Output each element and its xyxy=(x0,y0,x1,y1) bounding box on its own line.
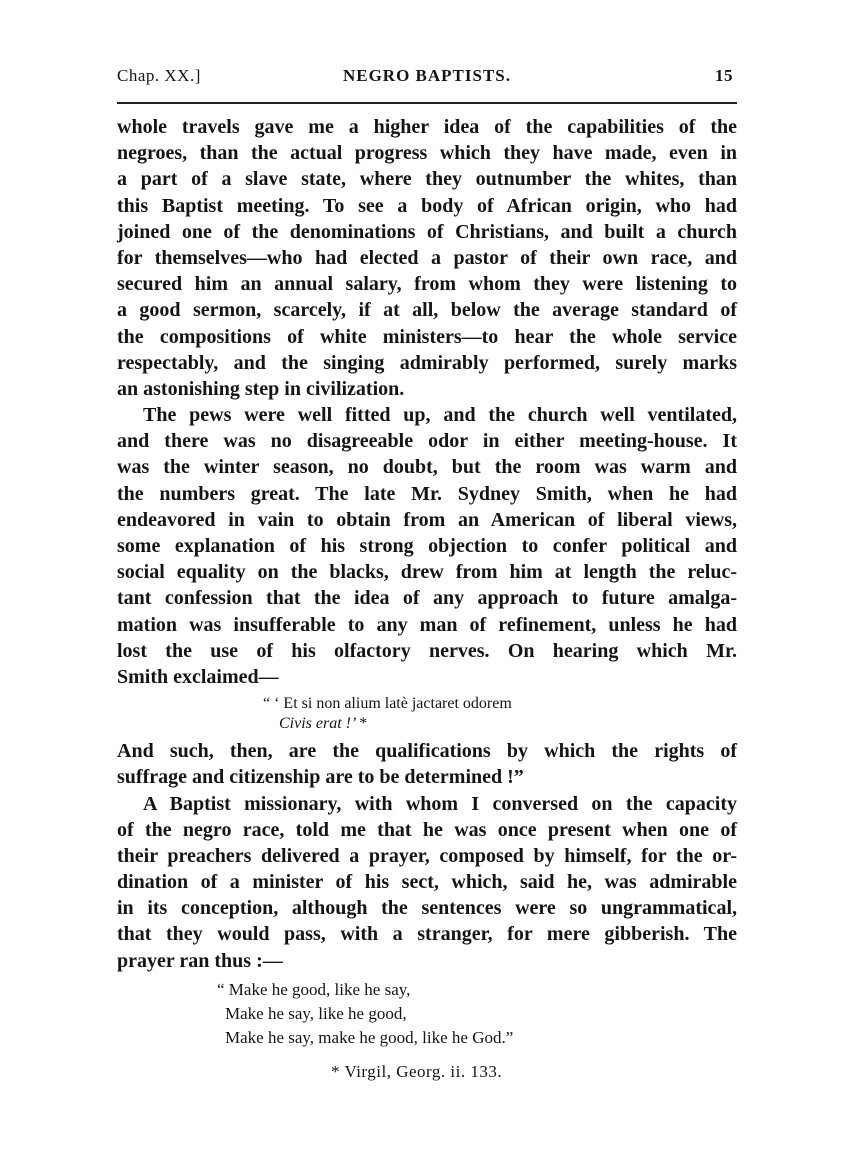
paragraph-1 xyxy=(117,114,737,402)
paragraph-4 xyxy=(117,791,737,974)
text-line: And such, then, are the qualifications by which the rights of xyxy=(117,740,737,763)
text-line: for themselves—who had elected a pastor of their own race, and xyxy=(117,246,737,269)
footnote: * Virgil, Georg. ii. 133. xyxy=(331,1061,503,1081)
text-line: in its conception, although the sentences were so ungrammatical, xyxy=(117,897,737,920)
text-line: that they would pass, with a stranger, for mere gibberish. The xyxy=(117,923,737,946)
text-line: of the negro race, told me that he was once present when one of xyxy=(117,818,737,841)
page-number: 15 xyxy=(715,66,733,85)
text-line: The pews were well fitted up, and the church well ventilated, xyxy=(143,404,737,427)
text-line: suffrage and citizenship are to be determined !” xyxy=(117,766,524,789)
chapter-label: Chap. XX.] xyxy=(117,66,201,85)
latin-quotation xyxy=(117,694,737,734)
text-line: some explanation of his strong objection to confer political and xyxy=(117,535,737,557)
running-head xyxy=(117,62,737,90)
text-line: the numbers great. The late Mr. Sydney Smith, when he had xyxy=(117,482,737,505)
paragraph-2 xyxy=(117,402,737,690)
body-text xyxy=(117,114,737,1084)
running-title: NEGRO BAPTISTS. xyxy=(342,66,512,85)
text-line: and there was no disagreeable odor in either meeting-house. It xyxy=(117,430,737,453)
text-line: this Baptist meeting. To see a body of African origin, who had xyxy=(117,194,737,217)
paragraph-3 xyxy=(117,738,737,790)
text-line: secured him an annual salary, from whom they were listening to xyxy=(117,273,737,296)
verse-line: Make he say, make he good, like he God.” xyxy=(225,1027,514,1047)
text-line: dination of a minister of his sect, which, said he, was admirable xyxy=(117,871,737,894)
text-line: tant confession that the idea of any approach to future amalga- xyxy=(117,587,737,610)
text-line: respectably, and the singing admirably performed, surely marks xyxy=(117,351,737,374)
text-line: endeavored in vain to obtain from an American of liberal views, xyxy=(117,508,737,531)
text-line: whole travels gave me a higher idea of the capabilities of the xyxy=(117,116,737,138)
text-line: an astonishing step in civilization. xyxy=(117,377,405,400)
text-line: A Baptist missionary, with whom I conversed on the capacity xyxy=(143,792,737,815)
text-line: the compositions of white ministers—to hear the whole service xyxy=(117,325,737,348)
verse-line: Make he say, like he good, xyxy=(225,1003,407,1023)
text-line: Smith exclaimed— xyxy=(117,665,279,688)
quote-line: Civis erat !’ * xyxy=(279,715,367,733)
text-line: mation was insufferable to any man of refinement, unless he had xyxy=(117,613,737,636)
quote-line: “ ‘ Et si non alium latè jactaret odorem xyxy=(263,695,512,713)
header-rule xyxy=(117,102,737,104)
text-line: a part of a slave state, where they outnumber the whites, than xyxy=(117,168,737,191)
text-line: social equality on the blacks, drew from him at length the reluc- xyxy=(117,561,737,584)
prayer-verse xyxy=(117,978,737,1050)
text-line: a good sermon, scarcely, if at all, below the average standard of xyxy=(117,299,737,322)
text-line: joined one of the denominations of Christians, and built a church xyxy=(117,220,737,243)
text-line: their preachers delivered a prayer, composed by himself, for the or- xyxy=(117,844,737,867)
text-line: was the winter season, no doubt, but the room was warm and xyxy=(117,456,737,479)
text-line: lost the use of his olfactory nerves. On hearing which Mr. xyxy=(117,639,737,662)
text-line: prayer ran thus :— xyxy=(117,949,283,972)
text-line: negroes, than the actual progress which they have made, even in xyxy=(117,142,737,165)
verse-line: “ Make he good, like he say, xyxy=(217,979,411,999)
